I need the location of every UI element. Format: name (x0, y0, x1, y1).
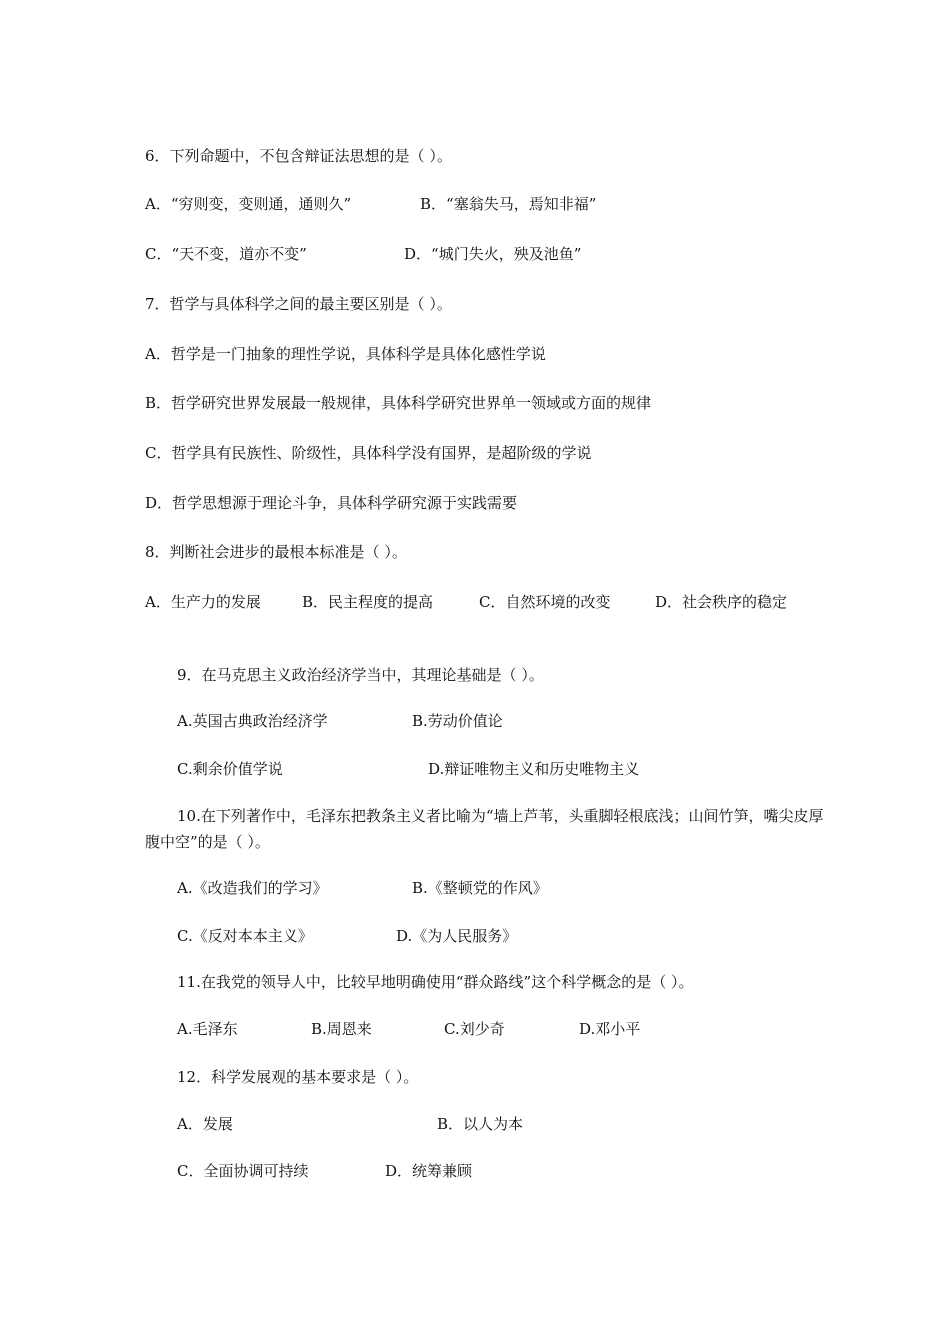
question-10-option-c: C.《反对本本主义》 (177, 927, 313, 945)
question-9-option-a: A.英国古典政治经济学 (177, 712, 328, 730)
question-6-option-a: A．“穷则变，变则通，通则久” (145, 195, 352, 213)
question-7-option-c: C．哲学具有民族性、阶级性，具体科学没有国界，是超阶级的学说 (145, 444, 592, 462)
question-9-option-c: C.剩余价值学说 (177, 760, 283, 778)
question-7-option-d: D．哲学思想源于理论斗争，具体科学研究源于实践需要 (145, 494, 518, 512)
question-11-option-b: B.周恩来 (311, 1020, 372, 1038)
question-7-stem: 7．哲学与具体科学之间的最主要区别是（ ）。 (145, 295, 452, 313)
question-10-option-a: A.《改造我们的学习》 (177, 879, 328, 897)
question-9-option-d: D.辩证唯物主义和历史唯物主义 (428, 760, 640, 778)
question-9-option-b: B.劳动价值论 (412, 712, 503, 730)
question-12-stem: 12．科学发展观的基本要求是（ ）。 (177, 1068, 419, 1086)
question-8-option-c: C．自然环境的改变 (479, 593, 611, 611)
question-12-option-d: D．统筹兼顾 (385, 1162, 473, 1180)
question-7-option-a: A．哲学是一门抽象的理性学说，具体科学是具体化感性学说 (145, 345, 546, 363)
question-6-option-d: D．“城门失火，殃及池鱼” (404, 245, 582, 263)
question-10-option-d: D.《为人民服务》 (396, 927, 518, 945)
question-11-option-a: A.毛泽东 (177, 1020, 238, 1038)
question-8-option-d: D．社会秩序的稳定 (655, 593, 788, 611)
question-12-option-a: A．发展 (177, 1115, 233, 1133)
question-11-option-c: C.刘少奇 (444, 1020, 505, 1038)
question-12-option-c: C．全面协调可持续 (177, 1162, 309, 1180)
question-10-option-b: B.《整顿党的作风》 (412, 879, 548, 897)
question-12-option-b: B．以人为本 (437, 1115, 524, 1133)
question-6-option-c: C．“天不变，道亦不变” (145, 245, 307, 263)
question-9-stem: 9．在马克思主义政治经济学当中，其理论基础是（ ）。 (177, 666, 544, 684)
question-6-stem: 6．下列命题中，不包含辩证法思想的是（ ）。 (145, 147, 452, 165)
question-7-option-b: B．哲学研究世界发展最一般规律，具体科学研究世界单一领域或方面的规律 (145, 394, 652, 412)
question-8-stem: 8．判断社会进步的最根本标准是（ ）。 (145, 543, 407, 561)
question-11-stem: 11.在我党的领导人中，比较早地明确使用“群众路线”这个科学概念的是（ ）。 (177, 973, 694, 991)
question-10-stem: 10.在下列著作中，毛泽东把教条主义者比喻为“墙上芦苇，头重脚轻根底浅；山间竹笋，嘴尖皮厚腹中空”的是（ ）。 (145, 807, 824, 851)
question-8-option-a: A．生产力的发展 (145, 593, 261, 611)
question-11-option-d: D.邓小平 (579, 1020, 641, 1038)
question-8-option-b: B．民主程度的提高 (302, 593, 434, 611)
question-6-option-b: B．“塞翁失马，焉知非福” (420, 195, 597, 213)
